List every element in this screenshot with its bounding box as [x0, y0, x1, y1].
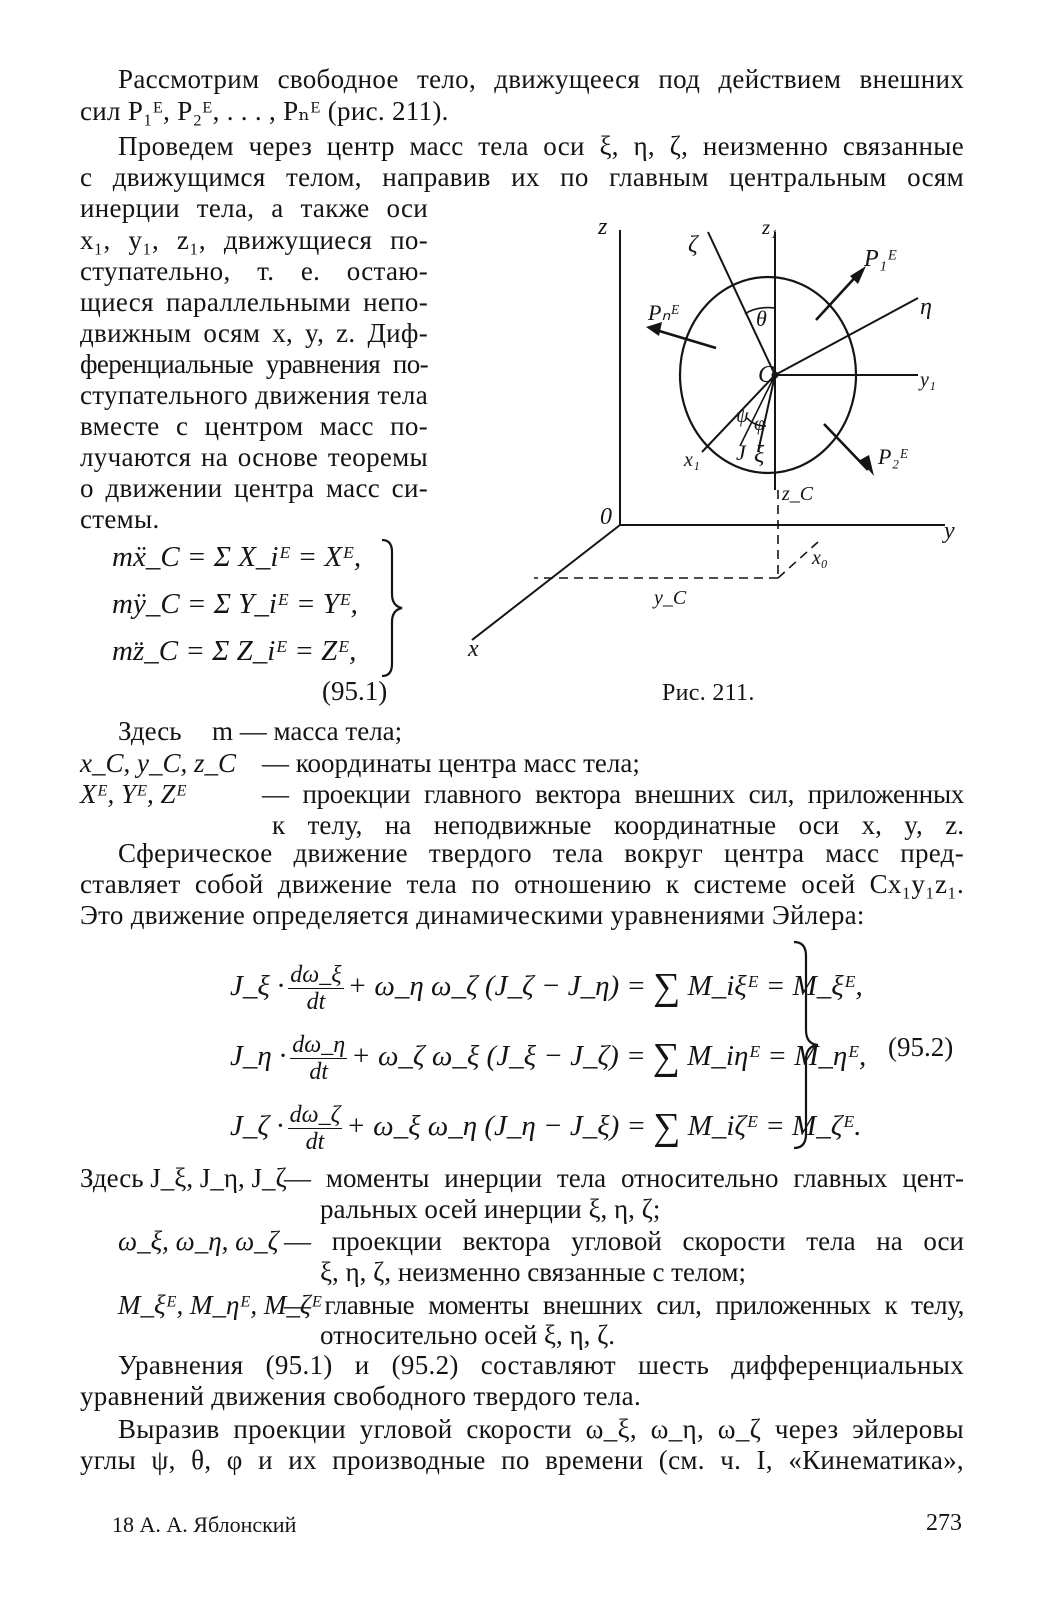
label-j: J — [736, 440, 746, 465]
para3-line1: Сферическое движение твердого тела вокруг центра масс пред- — [118, 838, 964, 868]
defs1-coord-def: — координаты центра масс тела; — [262, 748, 640, 778]
para2-line5: ступательно, т. е. остаю- — [80, 256, 428, 286]
label-p1: P₁ᴱ — [864, 246, 897, 272]
para3-line3: Это движение определяется динамическими уравнениями Эйлера: — [80, 900, 865, 930]
para2-line13: стемы. — [80, 504, 160, 534]
para2-line12: о движении центра масс си- — [80, 473, 428, 503]
defs2-inertia-def: — моменты инерции тела относительно главных цент- — [284, 1163, 964, 1193]
page-number: 273 — [926, 1510, 962, 1536]
eq952-row2: J_η · $\frac{d\omega\_\eta}{dt}$ + ω_ζ ω_ξ (J_ξ − J_ζ) = ∑ M_iηᴱ = M_ηᴱ, — [230, 1032, 867, 1085]
defs2-moment-def: — главные моменты внешних сил, приложенных к телу, — [284, 1290, 964, 1320]
label-z1: z₁ — [762, 215, 778, 239]
label-zc: z_C — [782, 483, 814, 505]
defs1-proj-term: Xᴱ, Yᴱ, Zᴱ — [80, 779, 187, 809]
para2-line6: щиеся параллельными непо- — [80, 287, 428, 317]
figure-caption: Рис. 211. — [662, 680, 755, 706]
para2-line4: x₁, y₁, z₁, движущиеся по- — [80, 225, 428, 255]
para2-line3: инерции тела, а также оси — [80, 193, 428, 223]
para2-line8: ференциальные уравнения по- — [80, 349, 428, 379]
para3-line2: ставляет собой движение тела по отношению к системе осей Cx₁y₁z₁. — [80, 869, 964, 899]
para2-line11: лучаются на основе теоремы — [80, 442, 428, 472]
para4-line1: Уравнения (95.1) и (95.2) составляют шесть дифференциальных — [118, 1350, 964, 1380]
label-psi: ψ — [736, 405, 749, 427]
defs2-omega-def: — проекции вектора угловой скорости тела на оси — [284, 1226, 964, 1256]
eq952-number: (95.2) — [888, 1032, 954, 1062]
defs2-omega-term: ω_ξ, ω_η, ω_ζ — [118, 1226, 279, 1256]
defs1-here: Здесь — [118, 716, 182, 746]
defs2-moment-cont: относительно осей ξ, η, ζ. — [320, 1320, 616, 1350]
defs1-mass: m — масса тела; — [212, 716, 403, 746]
para2-line1: Проведем через центр масс тела оси ξ, η, ζ, неизменно связанные — [118, 131, 964, 161]
eq951-row3: mz̈_C = Σ Z_iᴱ = Zᴱ, — [112, 635, 357, 667]
defs2-inertia-cont: ральных осей инерции ξ, η, ζ; — [320, 1194, 661, 1224]
para5-line2: углы ψ, θ, φ и их производные по времени (см. ч. I, «Кинематика», — [80, 1445, 964, 1475]
axis-x — [472, 525, 620, 640]
label-phi: φ — [754, 413, 766, 435]
label-x0: x₀ — [812, 547, 828, 569]
para1-line1: Рассмотрим свободное тело, движущееся под действием внешних — [118, 64, 964, 94]
label-zeta: ζ — [688, 232, 698, 258]
eq952-right-brace — [790, 940, 824, 1150]
footer-signature: 18 А. А. Яблонский — [112, 1512, 297, 1537]
label-theta: θ — [756, 306, 767, 331]
eq951-right-brace — [378, 538, 408, 678]
force-pn — [656, 330, 716, 348]
eq952-row1: J_ξ · $\frac{d\omega\_\xi}{dt}$ + ω_η ω_ζ (J_ζ − J_η) = ∑ M_iξᴱ = M_ξᴱ, — [230, 962, 863, 1015]
label-pn: Pₙᴱ — [648, 300, 680, 325]
eq951-number: (95.1) — [322, 676, 388, 706]
label-yc: y_C — [654, 587, 687, 609]
label-xi: ξ — [754, 442, 765, 468]
figure-211 — [440, 190, 980, 680]
force-p2 — [824, 424, 868, 470]
eq951-row2: mÿ_C = Σ Y_iᴱ = Yᴱ, — [112, 588, 358, 620]
para4-line2: уравнений движения свободного твердого тела. — [80, 1381, 641, 1411]
label-x: x — [468, 636, 479, 662]
label-z: z — [598, 214, 608, 240]
axis-eta — [775, 298, 918, 375]
para1-line2: сил P₁ᴱ, P₂ᴱ, . . . , Pₙᴱ (рис. 211). — [80, 96, 449, 126]
defs2-moment-term: M_ξᴱ, M_ηᴱ, M_ζᴱ — [118, 1290, 322, 1320]
para2-line7: движным осям x, y, z. Диф- — [80, 318, 428, 348]
label-y: y — [944, 518, 955, 544]
defs1-proj-def: — проекции главного вектора внешних сил, приложенных — [262, 779, 964, 809]
eq952-row3: J_ζ · $\frac{d\omega\_\zeta}{dt}$ + ω_ξ ω_η (J_η − J_ξ) = ∑ M_iζᴱ = M_ζᴱ. — [230, 1102, 862, 1155]
para5-line1: Выразив проекции угловой скорости ω_ξ, ω_η, ω_ζ через эйлеровы — [118, 1414, 964, 1444]
label-origin: 0 — [600, 504, 612, 530]
label-c: C — [758, 362, 775, 388]
defs1-coord-term: x_C, y_C, z_C — [80, 748, 237, 778]
label-x1: x₁ — [684, 449, 700, 471]
defs1-proj-def-cont: к телу, на неподвижные координатные оси x, y, z. — [272, 810, 964, 840]
defs2-omega-cont: ξ, η, ζ, неизменно связанные с телом; — [320, 1257, 747, 1287]
label-y1: y₁ — [920, 369, 936, 391]
label-eta: η — [920, 294, 932, 320]
eq951-row1: mẍ_C = Σ X_iᴱ = Xᴱ, — [112, 541, 362, 573]
para2-line9: ступательного движения тела — [80, 380, 428, 410]
para2-line10: вместе с центром масс по- — [80, 411, 428, 441]
defs2-inertia-term: Здесь J_ξ, J_η, J_ζ — [80, 1163, 287, 1193]
label-p2: P₂ᴱ — [878, 444, 909, 469]
para2-line2: с движущимся телом, направив их по главным центральным осям — [80, 162, 964, 192]
axis-zeta — [708, 232, 775, 375]
